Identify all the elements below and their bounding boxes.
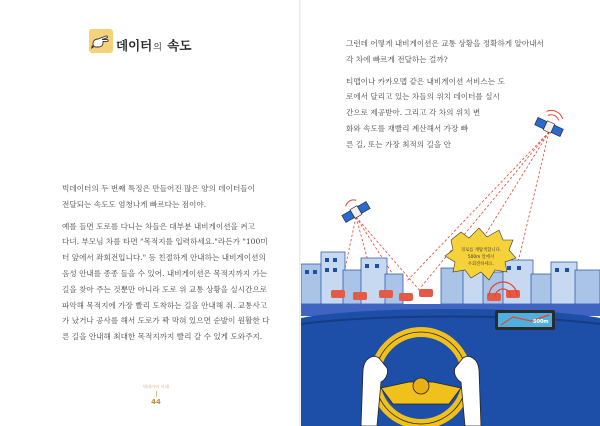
text-line: 다녀. 부모님 차를 타면 "목적지를 입력하세요."라든가 "100미 [62, 237, 268, 247]
bubble-line-2: 500m 앞에서 [467, 255, 495, 260]
text-line: 터 앞에서 좌회전입니다." 등 친절하게 안내하는 내비게이션의 [62, 253, 266, 263]
left-paragraph-1 [62, 181, 294, 213]
satellite-icon [338, 194, 371, 223]
footer-book-title: 빅데이터 시대 [143, 384, 169, 389]
text-line: 음성 안내를 종종 들을 수 있어. 내비게이션은 목적지까지 가는 [62, 268, 268, 278]
text-line: 간으로 제공받아. 그리고 각 차의 위치 변 [346, 108, 481, 118]
text-line: 가 났거나 공사를 해서 도로가 꽉 막혀 있으면 순발이 원활한 다 [62, 316, 270, 326]
bubble-line-1: 경로를 재탐색합니다. [460, 248, 502, 253]
text-line: 각 차에 빠르게 전달하는 걸까? [346, 54, 448, 64]
text-line: 티맵이나 카카오맵 같은 내비게이션 서비스는 도 [346, 76, 505, 86]
text-line: 그런데 어떻게 내비게이션은 교통 상황을 정확하게 알아내서 [346, 39, 544, 48]
navigation-screen [495, 310, 555, 330]
text-line: 예를 들면 도로를 다니는 차들은 대부분 내비게이션을 켜고 [62, 221, 255, 231]
satellite-icon [534, 106, 569, 138]
left-body-text [62, 181, 294, 345]
left-paragraph-2 [62, 219, 294, 345]
pointing-hand-icon [88, 28, 114, 54]
page-number: 44 [151, 398, 161, 406]
text-line: 화와 속도를 재빨리 계산해서 가장 빠 [346, 123, 469, 133]
footer-rule [156, 391, 157, 397]
section-title-particle: 의 [153, 43, 162, 53]
text-line: 전달되는 속도도 엄청나게 빠르다는 점이야. [62, 199, 207, 209]
section-title-end: 속도 [167, 38, 192, 53]
text-line: 른 길, 또는 가장 최적의 길을 안 [346, 139, 451, 149]
bubble-line-3: 우회전하세요. [467, 262, 495, 267]
text-line: 길을 찾아 주는 것뿐만 아니라 도로 위 교통 상황을 실시간으로 [62, 284, 268, 294]
text-line: 로에서 달리고 있는 차들의 위치 데이터를 실시 [346, 92, 500, 102]
gps-distance-label: 500m [533, 319, 549, 325]
text-line: 른 길을 안내해 최대한 목적지까지 빨리 갈 수 있게 도와주지. [62, 332, 263, 342]
text-line: 빅데이터의 두 번째 특징은 만들어진 많은 양의 데이터들이 [62, 184, 255, 193]
section-title [116, 36, 191, 54]
section-title-main: 데이터 [116, 38, 153, 53]
right-paragraph-1 [346, 36, 586, 68]
page-footer [136, 384, 176, 406]
city-skyline [301, 252, 600, 304]
text-line: 파악해 목적지에 가장 빨리 도착하는 길을 안내해 줘. 교통사고 [62, 300, 268, 310]
navigation-illustration [301, 92, 600, 426]
